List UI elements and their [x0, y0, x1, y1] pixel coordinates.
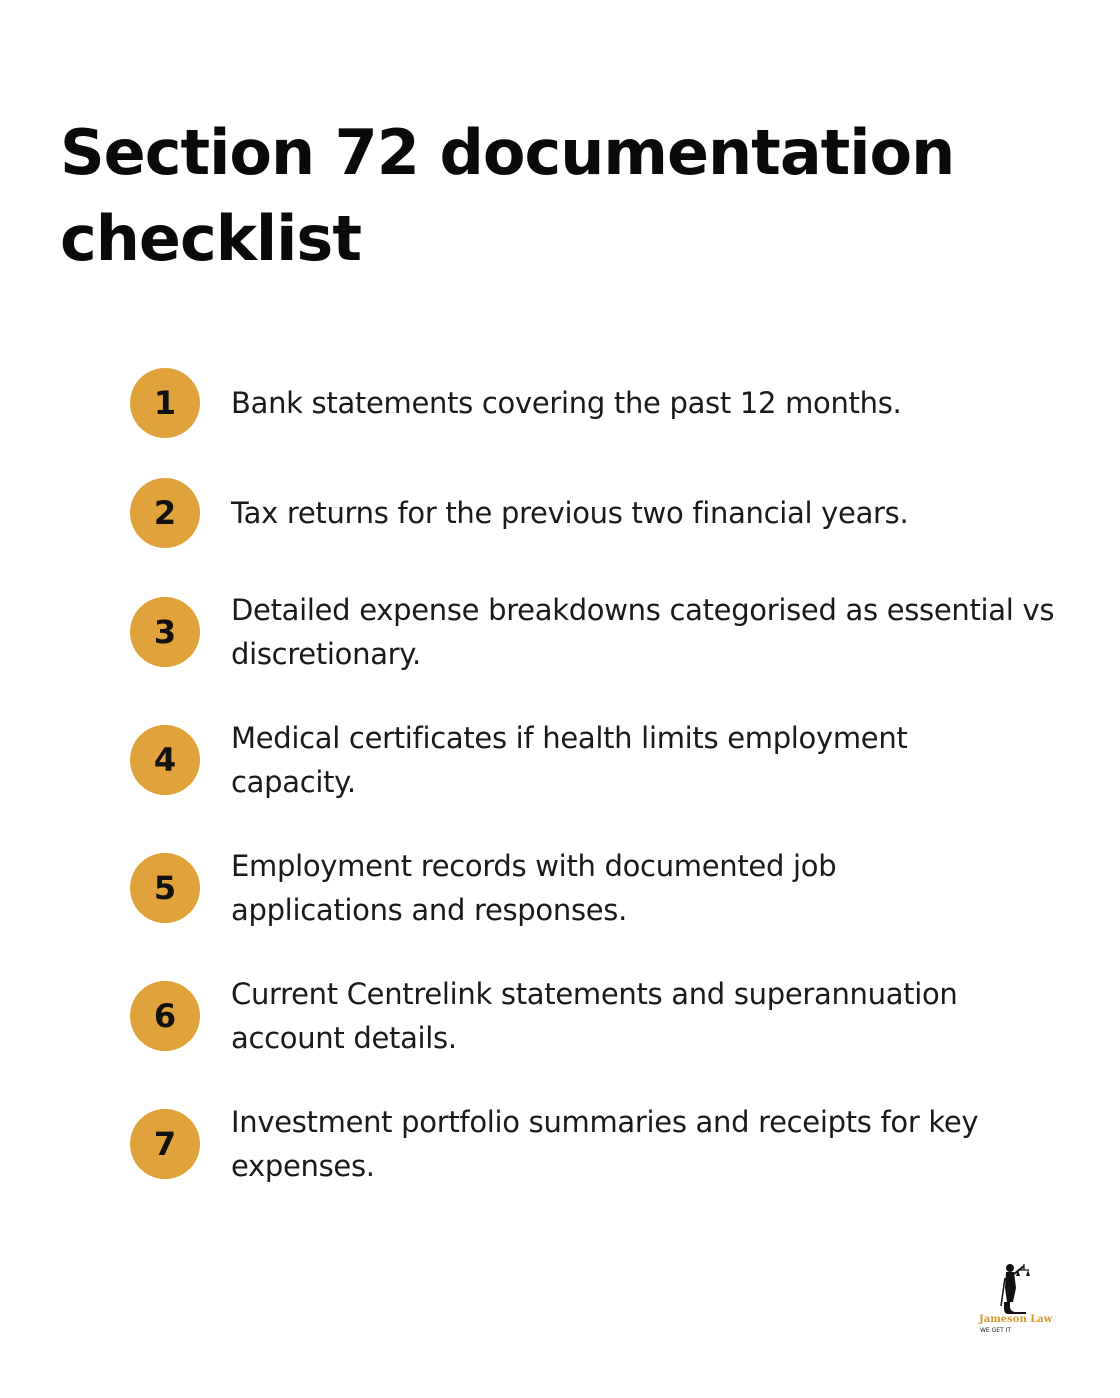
- checklist-item: [130, 478, 1060, 548]
- logo-tagline: WE GET IT: [980, 1327, 1012, 1334]
- checklist-item-text: Bank statements covering the past 12 months.: [231, 386, 902, 420]
- step-number-badge: 7: [130, 1109, 200, 1179]
- checklist-item: [130, 368, 1060, 438]
- step-number-badge: 4: [130, 725, 200, 795]
- checklist-item-text: Medical certificates if health limits employment capacity.: [231, 721, 908, 799]
- checklist-item-text: Tax returns for the previous two financial years.: [231, 496, 909, 530]
- step-number-badge: 5: [130, 853, 200, 923]
- checklist-item-text: Detailed expense breakdowns categorised as essential vs discretionary.: [231, 593, 1055, 671]
- checklist-item-text: Current Centrelink statements and superannuation account details.: [231, 977, 958, 1055]
- checklist-item: [130, 844, 1060, 932]
- checklist-item: [130, 1100, 1060, 1188]
- step-number-badge: 1: [130, 368, 200, 438]
- logo-name: Jameson Law: [979, 1314, 1053, 1325]
- step-number-badge: 6: [130, 981, 200, 1051]
- checklist-item: [130, 972, 1060, 1060]
- step-number-badge: 3: [130, 597, 200, 667]
- step-number-badge: 2: [130, 478, 200, 548]
- checklist-item: [130, 716, 1060, 804]
- page-title: Section 72 documentation checklist: [60, 116, 955, 275]
- checklist-item-text: Investment portfolio summaries and receipts for key expenses.: [231, 1105, 979, 1183]
- lady-justice-icon: [976, 1258, 1056, 1338]
- checklist-item-text: Employment records with documented job applications and responses.: [231, 849, 837, 927]
- checklist-item: [130, 588, 1060, 676]
